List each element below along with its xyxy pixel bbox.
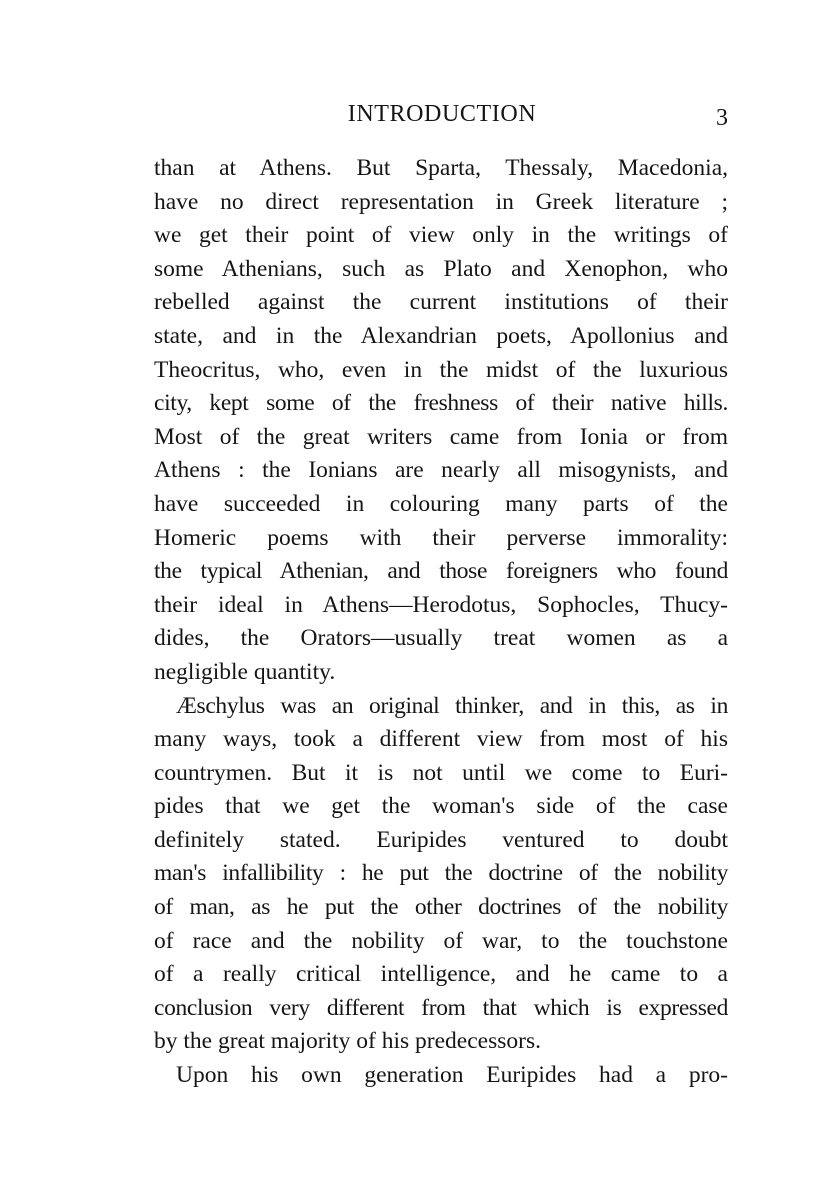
text-line: than at Athens. But Sparta, Thessaly, Macedonia, <box>154 155 728 181</box>
text-line: of race and the nobility of war, to the touchstone <box>154 927 728 954</box>
text-line: Athens : the Ionians are nearly all misogynists, and <box>154 457 728 484</box>
chapter-title: INTRODUCTION <box>347 101 537 127</box>
text-line: the typical Athenian, and those foreigners who found <box>154 558 728 585</box>
text-line: of a really critical intelligence, and he came to a <box>154 961 728 988</box>
text-line: Homeric poems with their perverse immorality: <box>154 524 728 551</box>
text-line: pides that we get the woman's side of the case <box>154 793 728 820</box>
text-line: we get their point of view only in the writings of <box>154 222 728 249</box>
text-line: of man, as he put the other doctrines of the nobility <box>154 894 728 921</box>
text-line: city, kept some of the freshness of their native hills. <box>154 390 728 417</box>
text-line: rebelled against the current institutions of their <box>154 289 728 316</box>
text-line: dides, the Orators—usually treat women as a <box>154 625 728 652</box>
text-line: have succeeded in colouring many parts of the <box>154 490 728 517</box>
text-line: conclusion very different from that which is expressed <box>154 994 728 1021</box>
paragraph-start-line: Æschylus was an original thinker, and in this, as in <box>176 692 728 719</box>
body-text <box>154 152 728 1093</box>
page-number: 3 <box>716 105 728 131</box>
text-line: definitely stated. Euripides ventured to doubt <box>154 826 728 853</box>
running-header <box>0 96 840 136</box>
text-line: Most of the great writers came from Ionia or from <box>154 423 728 450</box>
text-line: many ways, took a different view from most of his <box>154 726 728 753</box>
text-line: man's infallibility : he put the doctrine of the nobility <box>154 860 728 887</box>
text-line: have no direct representation in Greek literature ; <box>154 188 728 215</box>
paragraph-start-line: Upon his own generation Euripides had a pro- <box>176 1062 728 1089</box>
text-line: some Athenians, such as Plato and Xenophon, who <box>154 255 728 282</box>
text-line: Theocritus, who, even in the midst of the luxurious <box>154 356 728 383</box>
text-line: countrymen. But it is not until we come to Euri- <box>154 759 728 786</box>
text-line: state, and in the Alexandrian poets, Apollonius and <box>154 322 728 349</box>
text-line: their ideal in Athens—Herodotus, Sophocles, Thucy- <box>154 591 728 618</box>
text-line: by the great majority of his predecessors. <box>154 1028 541 1055</box>
text-line: negligible quantity. <box>154 658 336 685</box>
